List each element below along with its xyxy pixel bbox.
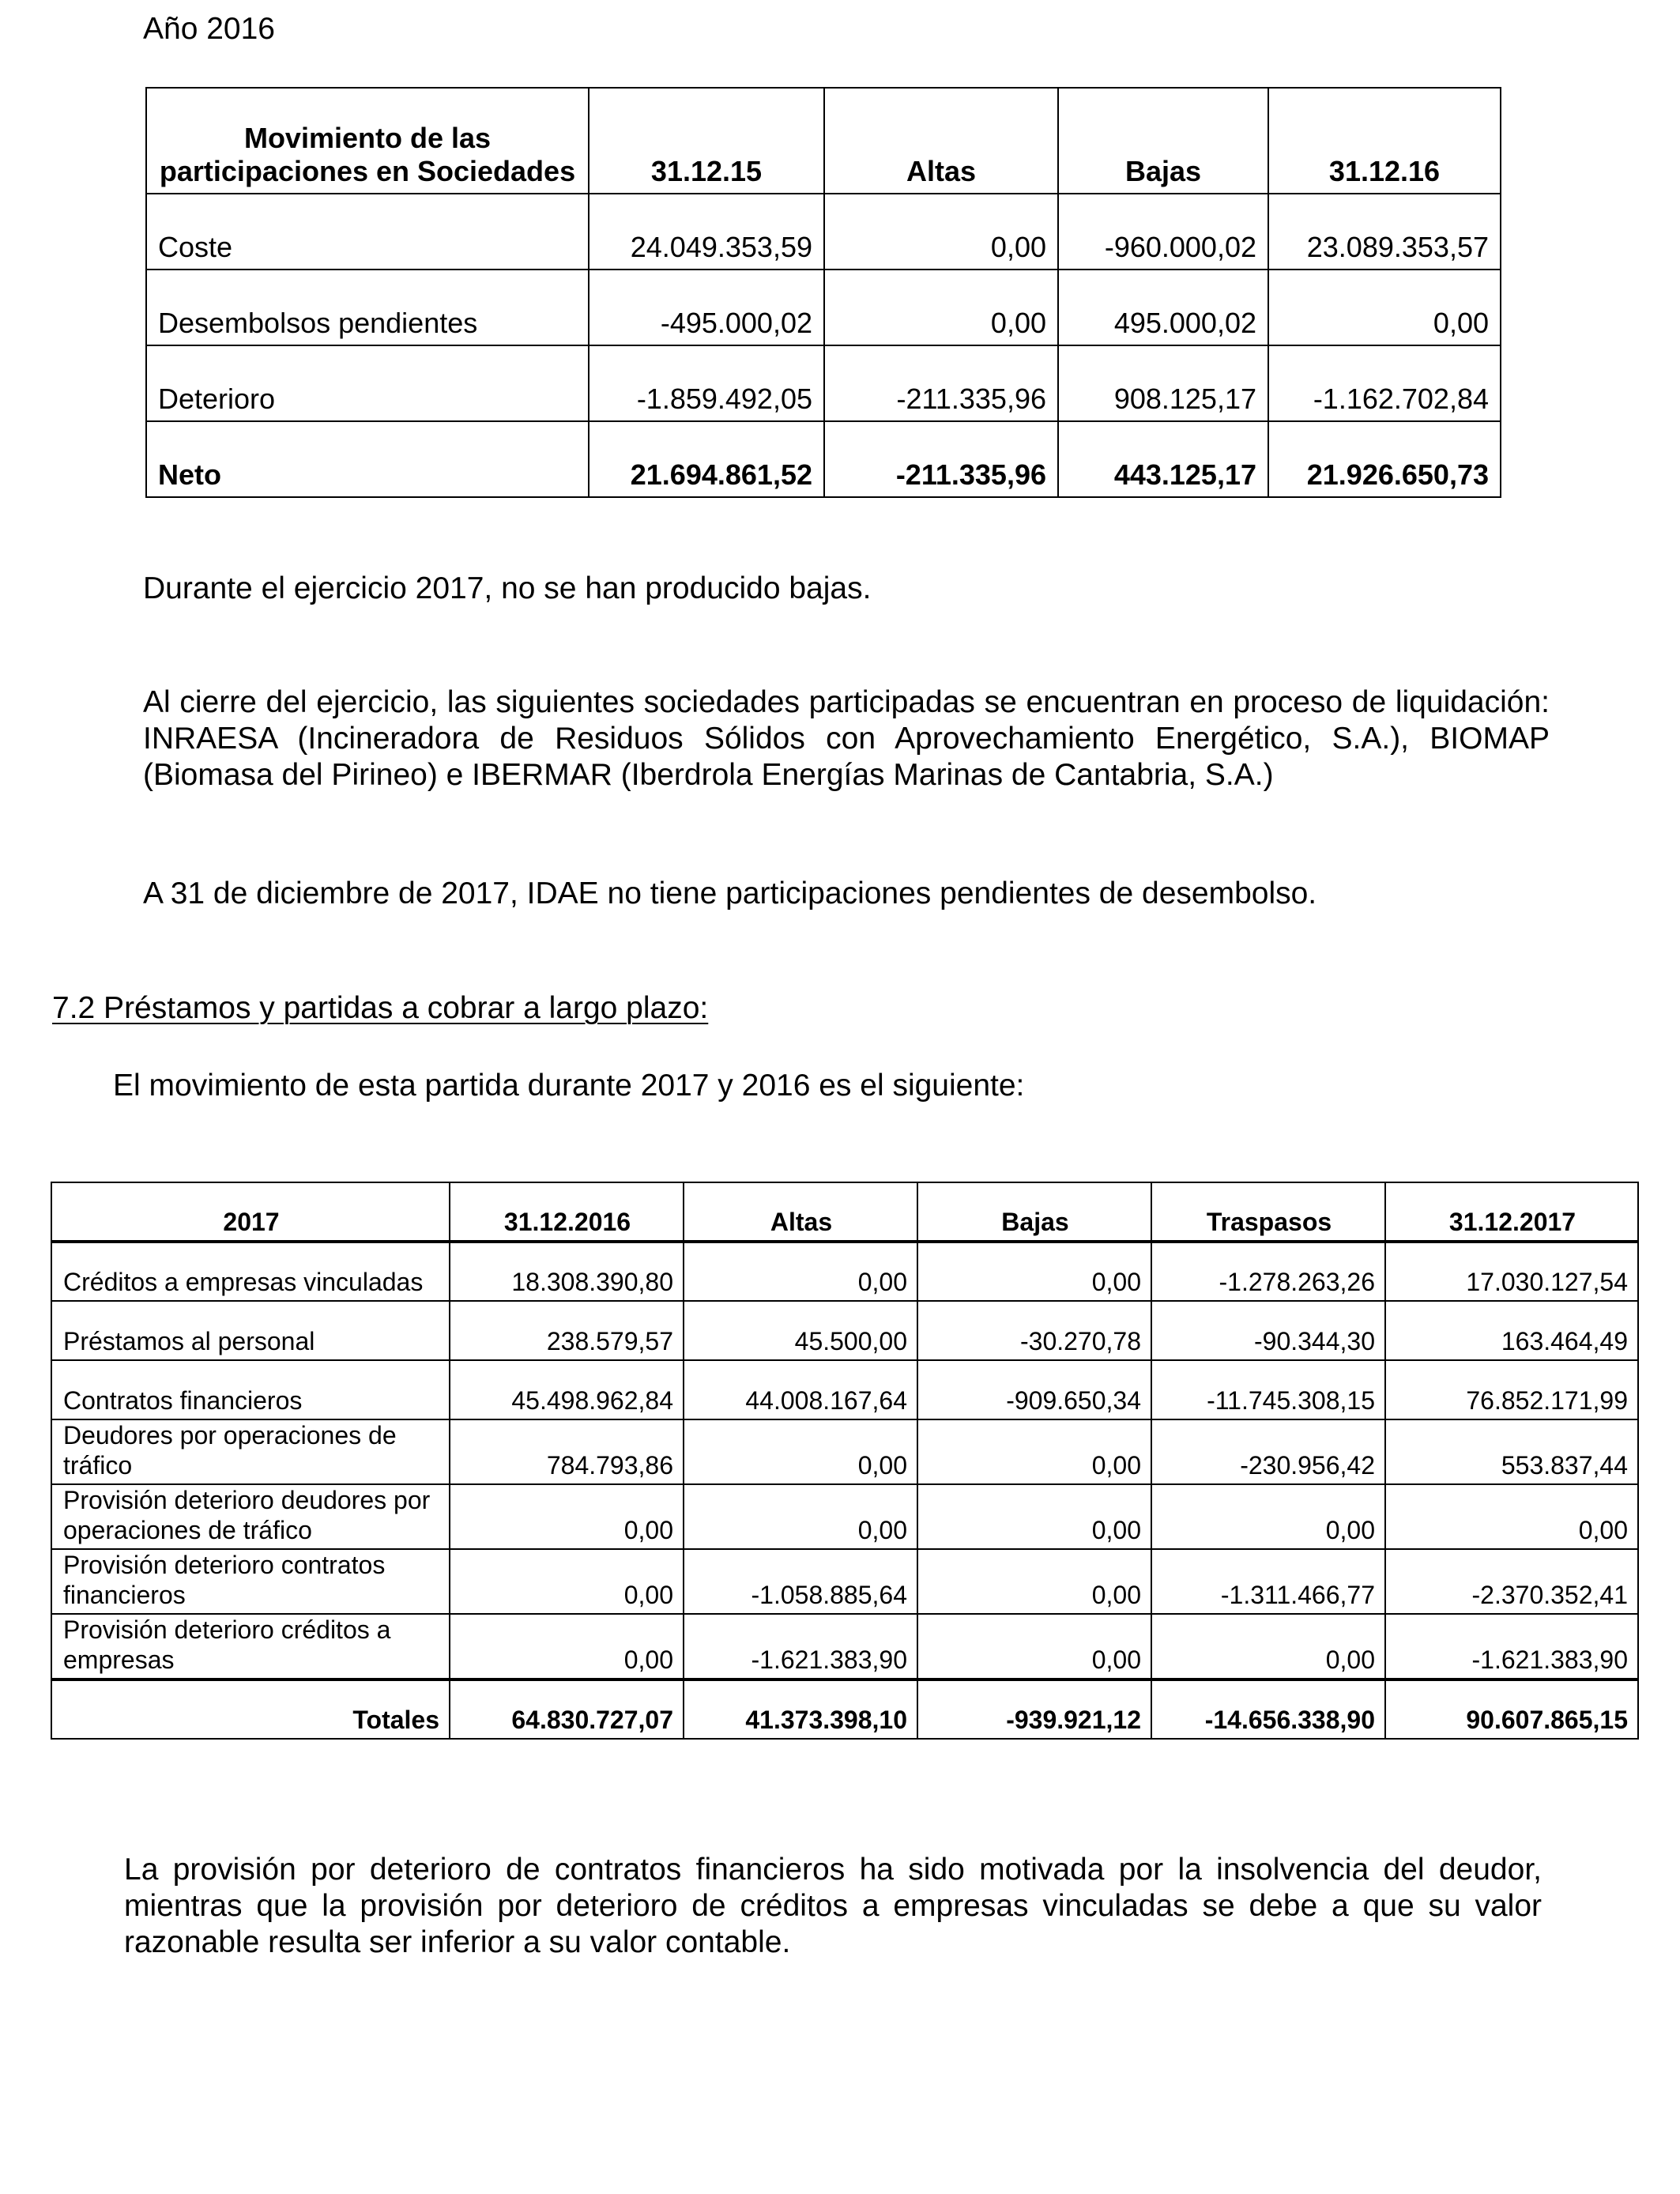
cell-value: -1.058.885,64 [684,1549,917,1614]
row-label: Coste [146,194,589,270]
row-label: Provisión deterioro créditos a empresas [51,1614,450,1679]
table-row [51,1360,1638,1419]
table-row [51,1242,1638,1301]
cell-value: -211.335,96 [824,421,1058,497]
cell-value: 0,00 [450,1484,684,1549]
cell-value: 0,00 [917,1549,1151,1614]
cell-value: 0,00 [917,1614,1151,1679]
cell-value: 44.008.167,64 [684,1360,917,1419]
cell-value: -14.656.338,90 [1151,1679,1385,1739]
cell-value: 553.837,44 [1385,1419,1638,1484]
cell-value: -960.000,02 [1058,194,1268,270]
cell-value: 784.793,86 [450,1419,684,1484]
paragraph-no-bajas: Durante el ejercicio 2017, no se han producido bajas. [143,571,872,605]
cell-value: -1.162.702,84 [1268,345,1501,421]
cell-value: 18.308.390,80 [450,1242,684,1301]
table-row [146,194,1501,270]
cell-value: -1.311.466,77 [1151,1549,1385,1614]
paragraph-liquidation: Al cierre del ejercicio, las siguientes sociedades participadas se encuentran en proceso de liquidación: INRAESA (Incineradora de Residuos Sólidos con Aprovechamiento Energético, S.A.), BIOMAP (Biomasa del Pirineo) e IBERMAR (Iberdrola Energías Marinas de Cantabria, S.A.) [143,685,1550,792]
table-row [51,1419,1638,1484]
cell-value: 0,00 [1151,1614,1385,1679]
column-header: Traspasos [1151,1182,1385,1242]
cell-value: 0,00 [684,1484,917,1549]
cell-value: -90.344,30 [1151,1301,1385,1360]
column-header: 31.12.15 [589,88,824,194]
cell-value: 64.830.727,07 [450,1679,684,1739]
participations-table [145,87,1501,498]
cell-value: 41.373.398,10 [684,1679,917,1739]
column-header: 31.12.16 [1268,88,1501,194]
table-row [146,270,1501,345]
cell-value: -1.621.383,90 [1385,1614,1638,1679]
column-header: Bajas [917,1182,1151,1242]
cell-value: -30.270,78 [917,1301,1151,1360]
section-intro: El movimiento de esta partida durante 2017 y 2016 es el siguiente: [113,1069,1025,1103]
cell-value: 45.500,00 [684,1301,917,1360]
column-header: Altas [824,88,1058,194]
cell-value: 908.125,17 [1058,345,1268,421]
column-header: 31.12.2016 [450,1182,684,1242]
paragraph-desembolso: A 31 de diciembre de 2017, IDAE no tiene participaciones pendientes de desembolso. [143,876,1317,910]
column-header: 31.12.2017 [1385,1182,1638,1242]
cell-value: 21.926.650,73 [1268,421,1501,497]
cell-value: 90.607.865,15 [1385,1679,1638,1739]
cell-value: 0,00 [684,1242,917,1301]
cell-value: -211.335,96 [824,345,1058,421]
cell-value: 495.000,02 [1058,270,1268,345]
cell-value: 21.694.861,52 [589,421,824,497]
column-header: Altas [684,1182,917,1242]
cell-value: 23.089.353,57 [1268,194,1501,270]
cell-value: -1.278.263,26 [1151,1242,1385,1301]
row-label: Deudores por operaciones de tráfico [51,1419,450,1484]
table-row [51,1614,1638,1679]
row-label: Provisión deterioro deudores por operaciones de tráfico [51,1484,450,1549]
table-row [51,1301,1638,1360]
cell-value: 0,00 [1268,270,1501,345]
section-title: 7.2 Préstamos y partidas a cobrar a largo plazo: [52,991,709,1025]
cell-value: 0,00 [1151,1484,1385,1549]
table-header-row [146,88,1501,194]
table-row [51,1549,1638,1614]
column-header: Bajas [1058,88,1268,194]
cell-value: 0,00 [917,1484,1151,1549]
table-header-row [51,1182,1638,1242]
table-row [51,1484,1638,1549]
row-label: Desembolsos pendientes [146,270,589,345]
cell-value: 0,00 [917,1242,1151,1301]
cell-value: 443.125,17 [1058,421,1268,497]
cell-value: 17.030.127,54 [1385,1242,1638,1301]
row-label: Neto [146,421,589,497]
row-label: Préstamos al personal [51,1301,450,1360]
table-total-row [51,1679,1638,1739]
cell-value: 76.852.171,99 [1385,1360,1638,1419]
cell-value: 45.498.962,84 [450,1360,684,1419]
row-label: Créditos a empresas vinculadas [51,1242,450,1301]
cell-value: -909.650,34 [917,1360,1151,1419]
totals-label: Totales [51,1679,450,1739]
row-label: Contratos financieros [51,1360,450,1419]
cell-value: -11.745.308,15 [1151,1360,1385,1419]
cell-value: 0,00 [684,1419,917,1484]
cell-value: 0,00 [1385,1484,1638,1549]
cell-value: -230.956,42 [1151,1419,1385,1484]
column-header: Movimiento de las participaciones en Sociedades [146,88,589,194]
cell-value: 0,00 [917,1419,1151,1484]
cell-value: -495.000,02 [589,270,824,345]
cell-value: -1.621.383,90 [684,1614,917,1679]
paragraph-provision: La provisión por deterioro de contratos financieros ha sido motivada por la insolvencia del deudor, mientras que la provisión por deterioro de créditos a empresas vinculadas se debe a que su valor razonable resulta ser inferior a su valor contable. [124,1853,1542,1959]
cell-value: 0,00 [824,194,1058,270]
cell-value: -1.859.492,05 [589,345,824,421]
year-heading: Año 2016 [143,12,275,46]
row-label: Provisión deterioro contratos financieros [51,1549,450,1614]
cell-value: 24.049.353,59 [589,194,824,270]
cell-value: 238.579,57 [450,1301,684,1360]
cell-value: -939.921,12 [917,1679,1151,1739]
cell-value: 0,00 [824,270,1058,345]
cell-value: 0,00 [450,1614,684,1679]
cell-value: 163.464,49 [1385,1301,1638,1360]
row-label: Deterioro [146,345,589,421]
cell-value: -2.370.352,41 [1385,1549,1638,1614]
table-row [146,345,1501,421]
column-header: 2017 [51,1182,450,1242]
loans-movement-table [51,1182,1639,1740]
cell-value: 0,00 [450,1549,684,1614]
table-total-row [146,421,1501,497]
